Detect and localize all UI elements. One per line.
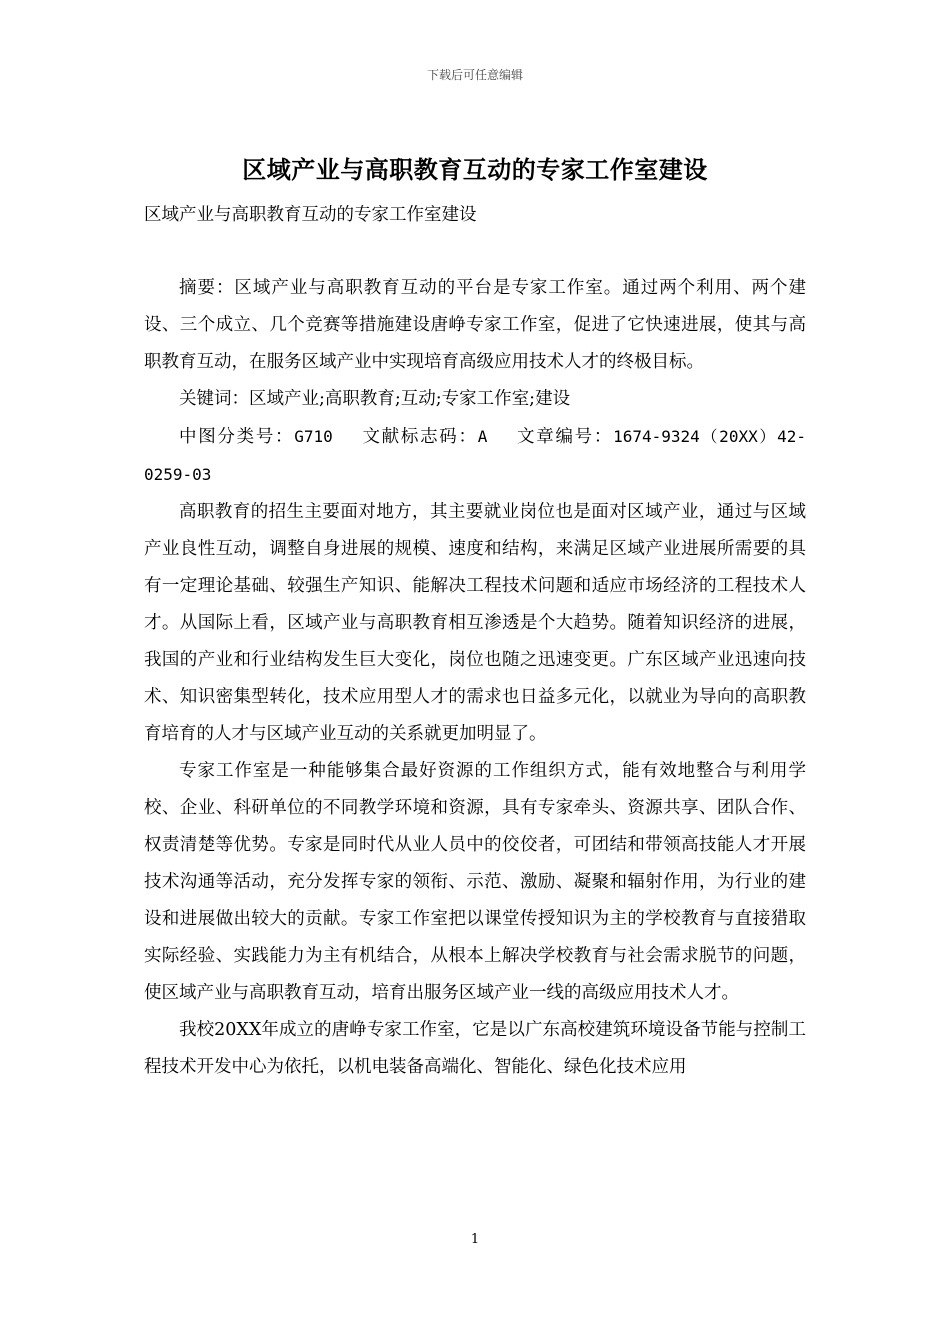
article-no-label: 文章编号： xyxy=(515,427,614,447)
doc-code-value: A xyxy=(477,427,488,446)
abstract-paragraph: 摘要：区域产业与高职教育互动的平台是专家工作室。通过两个利用、两个建设、三个成立、几个竞赛等措施建设唐峥专家工作室，促进了它快速进展，使其与高职教育互动，在服务区域产业中实现培育高级应用技术人才的终极目标。 xyxy=(144,278,806,372)
article-no-value: 1674-9324（20XX）42-0259-03 xyxy=(144,427,807,484)
document-body xyxy=(144,270,806,1086)
document-title: 区域产业与高职教育互动的专家工作室建设 xyxy=(242,156,708,184)
body-paragraph: 高职教育的招生主要面对地方，其主要就业岗位也是面对区域产业，通过与区域产业良性互动，调整自身进展的规模、速度和结构，来满足区域产业进展所需要的具有一定理论基础、较强生产知识、能解决工程技术问题和适应市场经济的工程技术人才。从国际上看，区域产业与高职教育相互渗透是个大趋势。随着知识经济的进展，我国的产业和行业结构发生巨大变化，岗位也随之迅速变更。广东区域产业迅速向技术、知识密集型转化，技术应用型人才的需求也日益多元化，以就业为导向的高职教育培育的人才与区域产业互动的关系就更加明显了。 xyxy=(144,502,806,744)
document-subtitle: 区域产业与高职教育互动的专家工作室建设 xyxy=(144,205,477,225)
doc-code-label: 文献标志码： xyxy=(360,427,478,447)
body-paragraph: 我校20XX年成立的唐峥专家工作室，它是以广东高校建筑环境设备节能与控制工程技术开发中心为依托，以机电装备高端化、智能化、绿色化技术应用 xyxy=(144,1020,806,1077)
classification-paragraph xyxy=(144,418,806,494)
keywords-paragraph: 关键词：区域产业;高职教育;互动;专家工作室;建设 xyxy=(179,389,571,409)
body-paragraph: 专家工作室是一种能够集合最好资源的工作组织方式，能有效地整合与利用学校、企业、科研单位的不同教学环境和资源，具有专家牵头、资源共享、团队合作、权责清楚等优势。专家是同时代从业人员中的佼佼者，可团结和带领高技能人才开展技术沟通等活动，充分发挥专家的领衔、示范、激励、凝聚和辐射作用，为行业的建设和进展做出较大的贡献。专家工作室把以课堂传授知识为主的学校教育与直接猎取实际经验、实践能力为主有机结合，从根本上解决学校教育与社会需求脱节的问题，使区域产业与高职教育互动，培育出服务区域产业一线的高级应用技术人才。 xyxy=(144,761,806,1003)
clc-label: 中图分类号： xyxy=(179,427,295,447)
clc-value: G710 xyxy=(294,427,333,446)
header-note: 下载后可任意编辑 xyxy=(426,68,523,82)
page-number: 1 xyxy=(470,1232,480,1247)
